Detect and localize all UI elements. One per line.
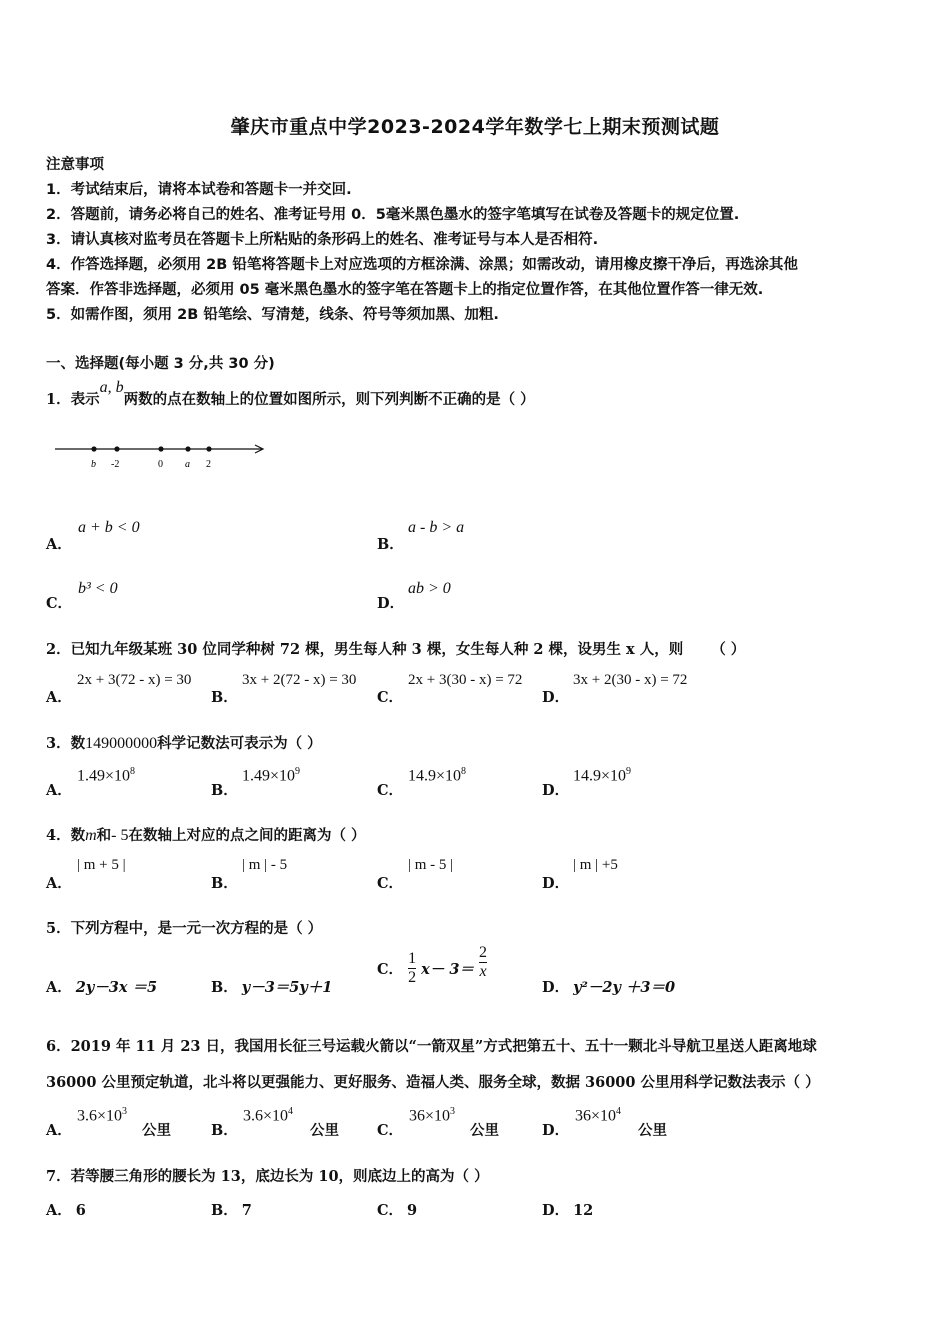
q1-option-c-label: C． xyxy=(46,595,73,612)
q3-option-d-expr: $14.9\times 10^9$ xyxy=(573,766,632,785)
q1-suffix: 两数的点在数轴上的位置如图所示，则下列判断不正确的是（ ） xyxy=(123,391,535,408)
q6-option-d-expr: $36\times 10^4$ xyxy=(575,1106,622,1125)
q6-option-a-label: A． xyxy=(46,1122,72,1139)
q2-option-b-expr: 3x + 2(72 - x) = 30 xyxy=(242,672,357,688)
q2-option-c-expr: 2x + 3(30 - x) = 72 xyxy=(408,672,523,688)
q3-option-a-label: A． xyxy=(46,782,72,799)
q7-option-b: B． 7 xyxy=(211,1202,252,1219)
q6-option-c-unit: 公里 xyxy=(470,1122,499,1139)
question-4 xyxy=(46,824,366,845)
notice-item: 5．如需作图，须用 2B 铅笔绘、写清楚，线条、符号等须加黑、加粗. xyxy=(46,307,499,323)
q3-option-b-expr: $1.49\times 10^9$ xyxy=(242,766,301,785)
q6-option-a-expr: $3.6\times 10^3$ xyxy=(77,1106,128,1125)
q1-option-b-expr: a - b > a xyxy=(408,519,465,536)
point-a xyxy=(185,446,190,451)
q4-and: 和 xyxy=(96,827,112,844)
q4-option-b-expr: | m | - 5 xyxy=(242,857,288,873)
label-b: b xyxy=(91,459,96,470)
q3-number: 149000000 xyxy=(85,735,158,752)
q1-option-a-label: A． xyxy=(46,536,72,553)
question-3 xyxy=(46,732,322,753)
q4-option-d-label: D． xyxy=(542,875,570,892)
q7-option-a: A． 6 xyxy=(46,1202,86,1219)
point-neg2 xyxy=(114,446,119,451)
label-a: a xyxy=(185,459,190,470)
q3-prefix: 3．数 xyxy=(46,735,86,752)
q6-option-a-unit: 公里 xyxy=(142,1122,171,1139)
question-1 xyxy=(46,379,535,409)
notice-item: 答案．作答非选择题，必须用 05 毫米黑色墨水的签字笔在答题卡上的指定位置作答，在其他位置作答一律无效. xyxy=(46,282,764,298)
q6-option-b-label: B． xyxy=(211,1122,238,1139)
question-2 xyxy=(46,638,745,659)
q4-prefix: 4．数 xyxy=(46,827,86,844)
point-2 xyxy=(206,446,211,451)
point-b xyxy=(91,446,96,451)
q1-option-a-expr: a + b < 0 xyxy=(78,519,140,536)
q5-fraction-1: $\frac{1}{2}$ xyxy=(408,950,417,986)
q2-option-a-label: A． xyxy=(46,689,72,706)
notice-heading: 注意事项 xyxy=(46,157,104,173)
q7-option-c: C． 9 xyxy=(377,1202,418,1219)
q2-option-c-label: C． xyxy=(377,689,404,706)
q6-option-b-expr: $3.6\times 10^4$ xyxy=(243,1106,294,1125)
q4-option-c-label: C． xyxy=(377,875,404,892)
q6-option-d-label: D． xyxy=(542,1122,570,1139)
q1-prefix: 1．表示 xyxy=(46,391,100,408)
q4-option-a-expr: | m + 5 | xyxy=(77,857,126,873)
q3-option-a-expr: $1.49\times 10^8$ xyxy=(77,766,136,785)
q1-option-c-expr: b³ < 0 xyxy=(78,580,118,597)
q3-option-c-label: C． xyxy=(377,782,404,799)
question-6-line-2: 36000 公里预定轨道，北斗将以更强能力、更好服务、造福人类、服务全球，数据 36000 公里用科学记数法表示（ ） xyxy=(46,1074,820,1091)
section-heading: 一、选择题(每小题 3 分,共 30 分) xyxy=(46,356,275,372)
q2-option-a-expr: 2x + 3(72 - x) = 30 xyxy=(77,672,192,688)
q3-option-c-expr: $14.9\times 10^8$ xyxy=(408,766,467,785)
q6-option-c-expr: $36\times 10^3$ xyxy=(409,1106,456,1125)
q1-option-d-label: D． xyxy=(377,595,405,612)
q4-neg5: - 5 xyxy=(111,827,129,844)
label-neg2: -2 xyxy=(111,459,120,470)
label-0: 0 xyxy=(158,459,163,470)
q4-option-c-expr: | m - 5 | xyxy=(408,857,454,873)
notice-item: 1．考试结束后，请将本试卷和答题卡一并交回. xyxy=(46,182,352,198)
page-title: 肇庆市重点中学2023-2024学年数学七上期末预测试题 xyxy=(230,116,720,138)
point-0 xyxy=(158,446,163,451)
q5-option-c: C． $\frac{1}{2}$ x－ 3＝ $\frac{2}{x}$ xyxy=(377,944,488,986)
q2-text: 2．已知九年级某班 30 位同学种树 72 棵，男生每人种 3 棵，女生每人种 2 棵，设男生 x 人，则 xyxy=(46,641,684,658)
q2-option-d-expr: 3x + 2(30 - x) = 72 xyxy=(573,672,688,688)
q2-paren: （ ） xyxy=(711,641,746,658)
question-7: 7．若等腰三角形的腰长为 13，底边长为 10，则底边上的高为（ ） xyxy=(46,1168,489,1185)
q5-fraction-2: $\frac{2}{x}$ xyxy=(479,944,488,980)
q6-option-d-unit: 公里 xyxy=(638,1122,667,1139)
q5-option-a: A． 2y－3x ＝5 xyxy=(46,979,158,996)
number-line-figure xyxy=(50,436,280,476)
q3-option-b-label: B． xyxy=(211,782,238,799)
notice-item: 4．作答选择题，必须用 2B 铅笔将答题卡上对应选项的方框涂满、涂黑；如需改动，请用橡皮擦干净后，再选涂其他 xyxy=(46,257,798,273)
question-6-line-1: 6．2019 年 11 月 23 日，我国用长征三号运载火箭以“一箭双星”方式把第五十、五十一颗北斗导航卫星送人距离地球 xyxy=(46,1038,817,1055)
q4-option-b-label: B． xyxy=(211,875,238,892)
q1-option-d-expr: ab > 0 xyxy=(408,580,451,597)
q4-option-d-expr: | m | +5 xyxy=(573,857,618,873)
q4-suffix: 在数轴上对应的点之间的距离为（ ） xyxy=(128,827,366,844)
q4-m: m xyxy=(85,827,97,844)
q3-suffix: 科学记数法可表示为（ ） xyxy=(157,735,322,752)
q2-option-b-label: B． xyxy=(211,689,238,706)
q5-option-d: D． y²－2y ＋3＝0 xyxy=(542,979,676,996)
q7-option-d: D． 12 xyxy=(542,1202,594,1219)
notice-item: 2．答题前，请务必将自己的姓名、准考证号用 0．5毫米黑色墨水的签字笔填写在试卷及答题卡的规定位置. xyxy=(46,207,740,223)
q3-option-d-label: D． xyxy=(542,782,570,799)
q1-vars: a, b xyxy=(99,379,124,396)
q5-option-b: B． y－3＝5y＋1 xyxy=(211,979,333,996)
q6-option-c-label: C． xyxy=(377,1122,404,1139)
label-2: 2 xyxy=(206,459,211,470)
question-5: 5．下列方程中，是一元一次方程的是（ ） xyxy=(46,920,323,937)
q1-option-b-label: B． xyxy=(377,536,404,553)
q6-option-b-unit: 公里 xyxy=(310,1122,339,1139)
q4-option-a-label: A． xyxy=(46,875,72,892)
notice-item: 3．请认真核对监考员在答题卡上所粘贴的条形码上的姓名、准考证号与本人是否相符. xyxy=(46,232,599,248)
q2-option-d-label: D． xyxy=(542,689,570,706)
